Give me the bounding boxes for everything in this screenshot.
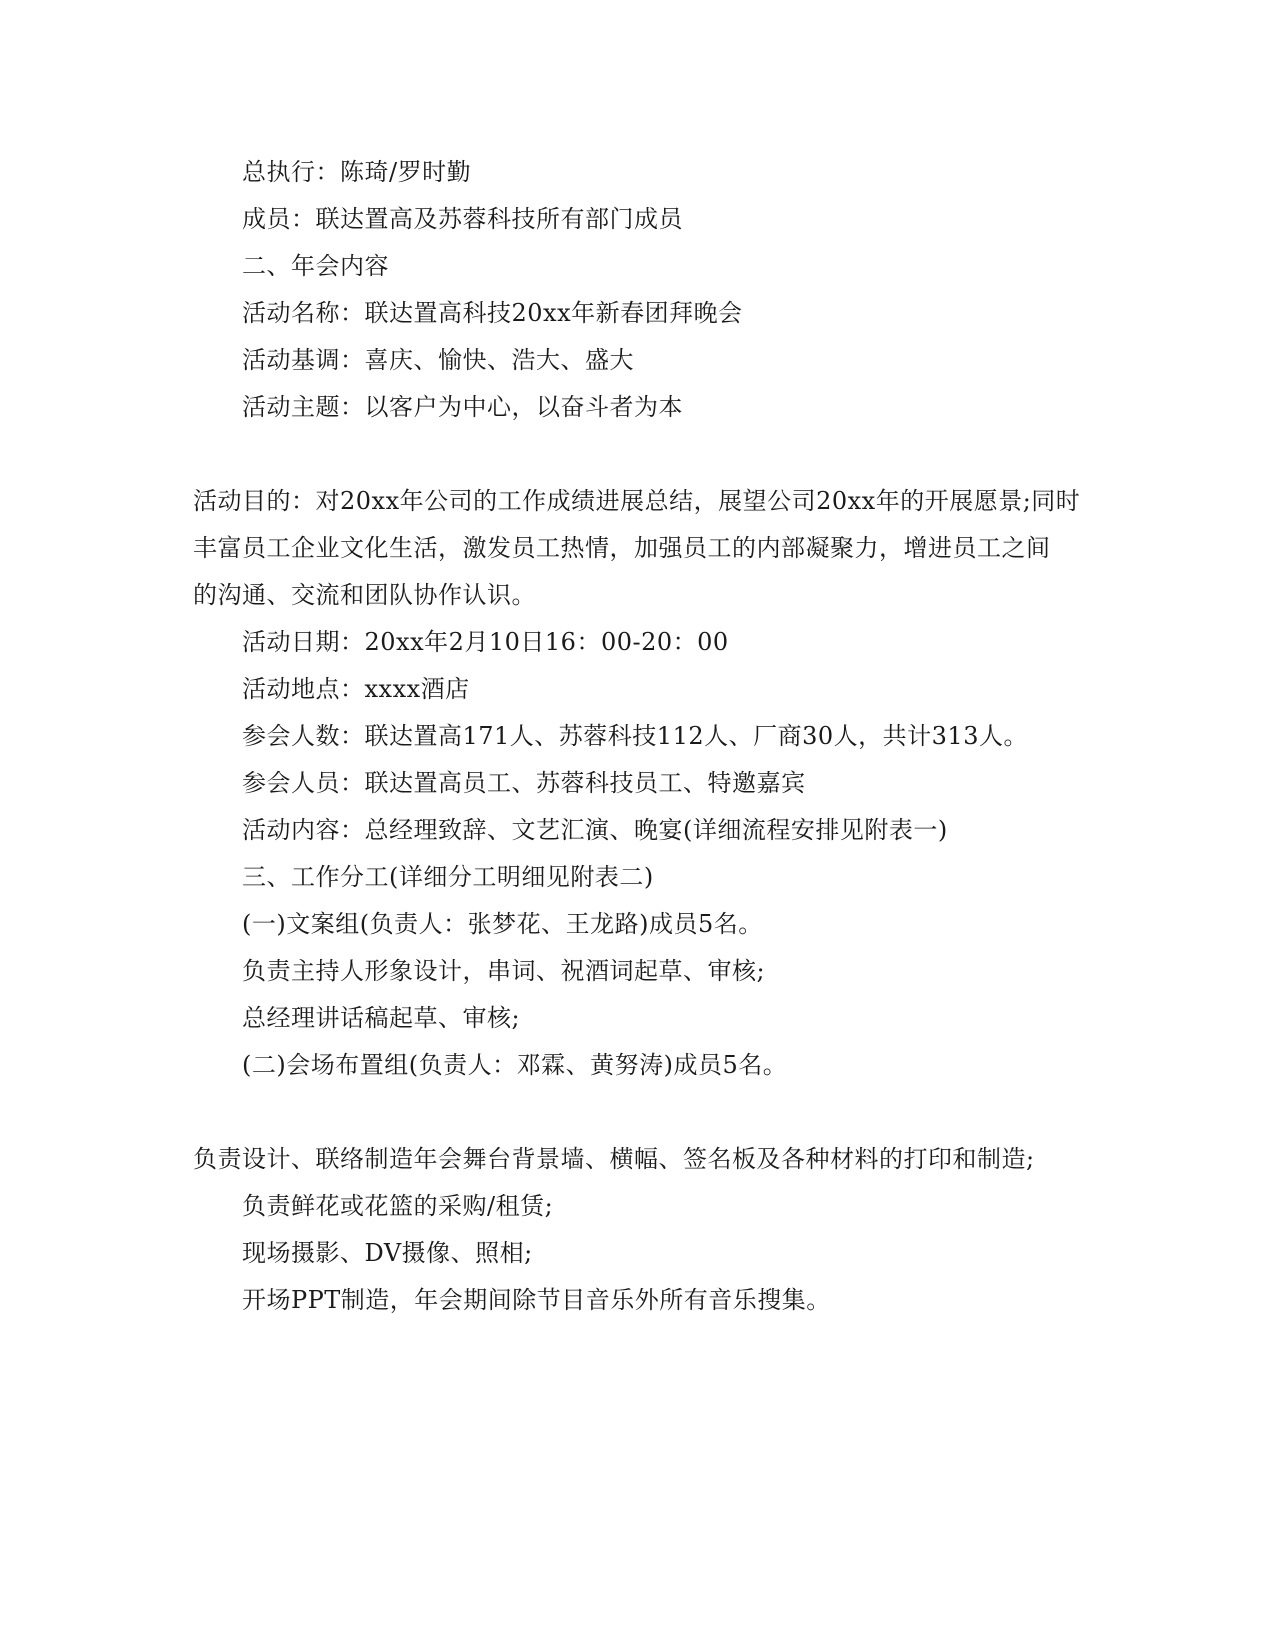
- paragraph-purpose-line-3: 的沟通、交流和团队协作认识。: [193, 581, 536, 609]
- paragraph-stage-design: 负责设计、联络制造年会舞台背景墙、横幅、签名板及各种材料的打印和制造;: [193, 1145, 1035, 1173]
- text-line-attendee-count: 参会人数：联达置高171人、苏蓉科技112人、厂商30人，共计313人。: [242, 722, 1028, 750]
- text-line-speech-draft: 总经理讲话稿起草、审核;: [242, 1004, 521, 1032]
- text-line-copy-group: (一)文案组(负责人：张梦花、王龙路)成员5名。: [242, 910, 763, 938]
- text-line-event-tone: 活动基调：喜庆、愉快、浩大、盛大: [242, 346, 634, 374]
- section-heading-work-division: 三、工作分工(详细分工明细见附表二): [242, 863, 654, 891]
- text-line-event-theme: 活动主题：以客户为中心，以奋斗者为本: [242, 393, 683, 421]
- text-line-ppt-music: 开场PPT制造，年会期间除节目音乐外所有音乐搜集。: [242, 1286, 831, 1314]
- text-line-photography: 现场摄影、DV摄像、照相;: [242, 1239, 533, 1267]
- text-line-members: 成员：联达置高及苏蓉科技所有部门成员: [242, 205, 683, 233]
- text-line-event-date: 活动日期：20xx年2月10日16：00-20：00: [242, 628, 729, 656]
- paragraph-purpose-line-1: 活动目的：对20xx年公司的工作成绩进展总结，展望公司20xx年的开展愿景;同时: [193, 487, 1081, 515]
- text-line-event-venue: 活动地点：xxxx酒店: [242, 675, 470, 703]
- text-line-event-content: 活动内容：总经理致辞、文艺汇演、晚宴(详细流程安排见附表一): [242, 816, 948, 844]
- text-line-executive: 总执行：陈琦/罗时勤: [242, 158, 472, 186]
- text-line-attendees: 参会人员：联达置高员工、苏蓉科技员工、特邀嘉宾: [242, 769, 806, 797]
- text-line-host-design: 负责主持人形象设计，串词、祝酒词起草、审核;: [242, 957, 766, 985]
- text-line-flowers: 负责鲜花或花篮的采购/租赁;: [242, 1192, 554, 1220]
- section-heading-annual-content: 二、年会内容: [242, 252, 389, 280]
- paragraph-purpose-line-2: 丰富员工企业文化生活，激发员工热情，加强员工的内部凝聚力，增进员工之间: [193, 534, 1051, 562]
- text-line-event-name: 活动名称：联达置高科技20xx年新春团拜晚会: [242, 299, 743, 327]
- text-line-venue-group: (二)会场布置组(负责人：邓霖、黄努涛)成员5名。: [242, 1051, 788, 1079]
